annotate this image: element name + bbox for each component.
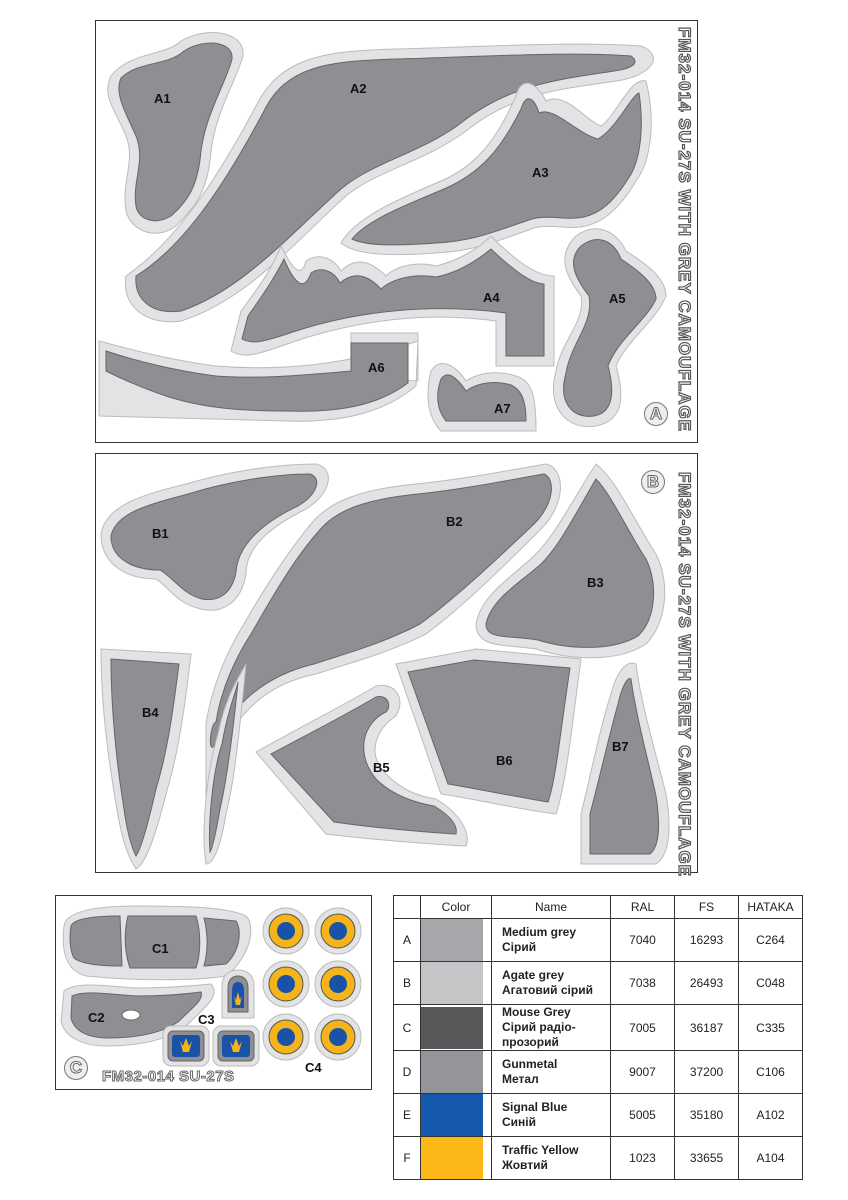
color-name-ua: Сірий xyxy=(502,940,537,954)
color-swatch xyxy=(421,962,483,1004)
label-a5: A5 xyxy=(609,291,626,306)
cell-swatch xyxy=(421,1137,492,1180)
cell-fs: 16293 xyxy=(675,919,739,962)
sheet-a-drawing xyxy=(96,21,699,444)
label-a6: A6 xyxy=(368,360,385,375)
cell-hataka: A104 xyxy=(739,1137,803,1180)
cell-hataka: A102 xyxy=(739,1094,803,1137)
cell-swatch xyxy=(421,1051,492,1094)
label-a7: A7 xyxy=(494,401,511,416)
header-color: Color xyxy=(421,896,492,919)
color-swatch xyxy=(421,1137,483,1179)
sheet-b-id: B xyxy=(641,470,665,494)
cell-hataka: C048 xyxy=(739,962,803,1005)
sheet-a-title: FM32-014 SU-27S WITH GREY CAMOUFLAGE xyxy=(675,27,694,433)
table-row xyxy=(394,1094,803,1137)
cell-ral: 7005 xyxy=(611,1005,675,1051)
cell-code: F xyxy=(394,1137,421,1180)
label-a1: A1 xyxy=(154,91,171,106)
sheet-c-id: C xyxy=(64,1056,88,1080)
header-hataka: HATAKA xyxy=(739,896,803,919)
sheet-c xyxy=(55,895,372,1090)
cell-fs: 33655 xyxy=(675,1137,739,1180)
cell-name xyxy=(492,919,611,962)
label-b4: B4 xyxy=(142,705,159,720)
roundel[interactable] xyxy=(315,961,361,1007)
label-c3: C3 xyxy=(198,1012,215,1027)
cell-hataka: C106 xyxy=(739,1051,803,1094)
label-b5: B5 xyxy=(373,760,390,775)
color-name-en: Agate grey xyxy=(502,968,565,982)
mask-c2-hole xyxy=(122,1010,140,1020)
mask-c1-left[interactable] xyxy=(70,916,122,966)
color-name-ua: Синій xyxy=(502,1115,537,1129)
color-swatch xyxy=(421,919,483,961)
roundel[interactable] xyxy=(263,1014,309,1060)
cell-swatch xyxy=(421,1005,492,1051)
color-name-en: Signal Blue xyxy=(502,1100,568,1114)
sheet-b xyxy=(95,453,698,878)
label-b6: B6 xyxy=(496,753,513,768)
sheet-a xyxy=(95,20,698,443)
color-name-ua: Жовтий xyxy=(502,1158,548,1172)
roundel[interactable] xyxy=(315,908,361,954)
sheet-b-drawing xyxy=(96,454,699,874)
color-swatch xyxy=(421,1094,483,1136)
cell-fs: 35180 xyxy=(675,1094,739,1137)
header-ral: RAL xyxy=(611,896,675,919)
color-name-ua: Агатовий сірий xyxy=(502,983,593,997)
sheet-b-title: FM32-014 SU-27S WITH GREY CAMOUFLAGE xyxy=(675,472,694,878)
color-table xyxy=(393,895,803,1180)
color-name-en: Medium grey xyxy=(502,925,577,939)
cell-name xyxy=(492,1051,611,1094)
label-c1: C1 xyxy=(152,941,169,956)
roundels-c4 xyxy=(263,908,361,1060)
cell-ral: 7038 xyxy=(611,962,675,1005)
color-name-ua: Сірий радіо-прозорий xyxy=(502,1020,576,1049)
cell-swatch xyxy=(421,962,492,1005)
table-row xyxy=(394,1051,803,1094)
cell-ral: 5005 xyxy=(611,1094,675,1137)
cell-hataka: C335 xyxy=(739,1005,803,1051)
cell-code: C xyxy=(394,1005,421,1051)
cell-name xyxy=(492,962,611,1005)
sheet-c-code: FM32-014 SU-27S xyxy=(102,1068,235,1085)
cell-code: D xyxy=(394,1051,421,1094)
cell-ral: 9007 xyxy=(611,1051,675,1094)
table-row xyxy=(394,1137,803,1180)
table-row xyxy=(394,1005,803,1051)
roundel[interactable] xyxy=(315,1014,361,1060)
label-b1: B1 xyxy=(152,526,169,541)
cell-hataka: C264 xyxy=(739,919,803,962)
sheet-a-id: A xyxy=(644,402,668,426)
cell-code: E xyxy=(394,1094,421,1137)
header-name: Name xyxy=(492,896,611,919)
cell-ral: 1023 xyxy=(611,1137,675,1180)
cell-name xyxy=(492,1137,611,1180)
label-a3: A3 xyxy=(532,165,549,180)
cell-fs: 37200 xyxy=(675,1051,739,1094)
cell-swatch xyxy=(421,1094,492,1137)
label-b2: B2 xyxy=(446,514,463,529)
cell-name xyxy=(492,1094,611,1137)
label-a2: A2 xyxy=(350,81,367,96)
cell-code: B xyxy=(394,962,421,1005)
header-fs: FS xyxy=(675,896,739,919)
roundel[interactable] xyxy=(263,961,309,1007)
label-b7: B7 xyxy=(612,739,629,754)
label-b3: B3 xyxy=(587,575,604,590)
color-name-en: Gunmetal xyxy=(502,1057,558,1071)
cell-fs: 36187 xyxy=(675,1005,739,1051)
color-swatch xyxy=(421,1007,483,1049)
cell-name xyxy=(492,1005,611,1051)
color-name-ua: Метал xyxy=(502,1072,539,1086)
cell-swatch xyxy=(421,919,492,962)
color-name-en: Traffic Yellow xyxy=(502,1143,579,1157)
mask-b6[interactable] xyxy=(408,660,570,802)
label-c4: C4 xyxy=(305,1060,322,1075)
cell-fs: 26493 xyxy=(675,962,739,1005)
sheet-c-drawing xyxy=(56,896,373,1091)
header-code xyxy=(394,896,421,919)
color-swatch xyxy=(421,1051,483,1093)
roundel[interactable] xyxy=(263,908,309,954)
table-row xyxy=(394,962,803,1005)
cell-code: A xyxy=(394,919,421,962)
color-name-en: Mouse Grey xyxy=(502,1005,571,1019)
table-row xyxy=(394,919,803,962)
label-c2: C2 xyxy=(88,1010,105,1025)
label-a4: A4 xyxy=(483,290,500,305)
table-header-row xyxy=(394,896,803,919)
cell-ral: 7040 xyxy=(611,919,675,962)
